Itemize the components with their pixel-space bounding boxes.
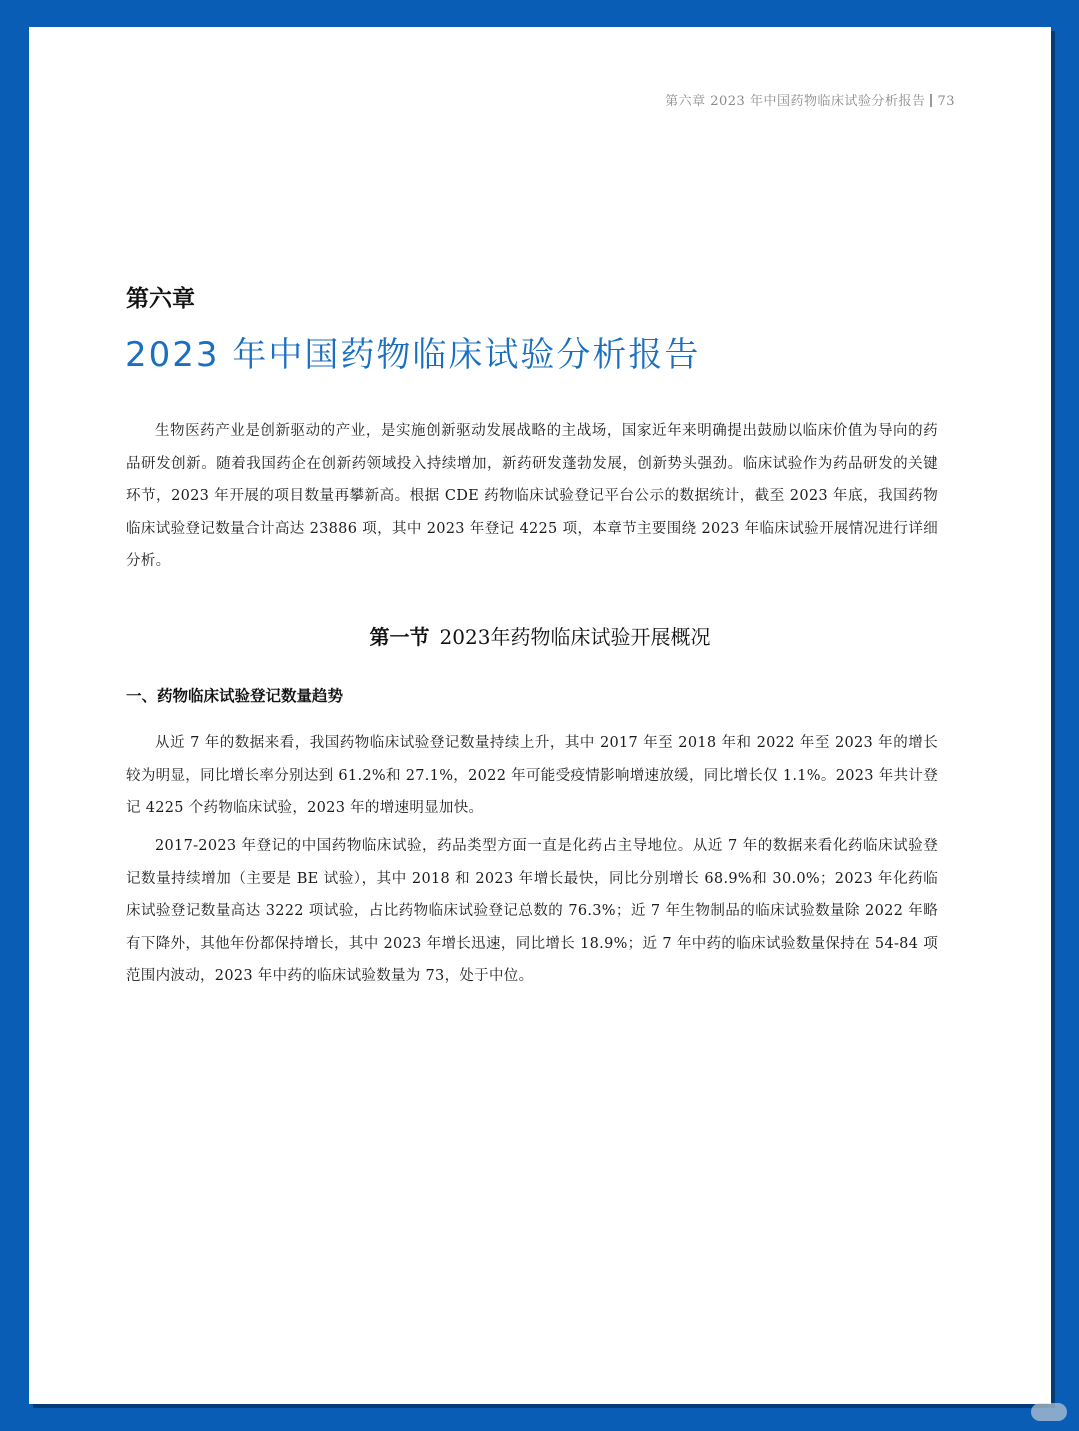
watermark-badge (1031, 1403, 1067, 1421)
page-number: 73 (937, 94, 955, 109)
chapter-label: 第六章 (126, 286, 195, 312)
section-number: 第一节 (369, 625, 430, 649)
running-header-title: 第六章 2023 年中国药物临床试验分析报告 (665, 94, 926, 109)
chapter-title: 2023 年中国药物临床试验分析报告 (125, 335, 701, 375)
subsection-title: 一、药物临床试验登记数量趋势 (126, 687, 344, 705)
running-header (665, 90, 955, 109)
body-paragraph-1: 从近 7 年的数据来看，我国药物临床试验登记数量持续上升，其中 2017 年至 2018 年和 2022 年至 2023 年的增长较为明显，同比增长率分别达到 61.2%和 27.1%，2022 年可能受疫情影响增速放缓，同比增长仅 1.1%。2023 年共计登记 4225 个药物临床试验，2023 年的增速明显加快。 (126, 735, 938, 817)
section-heading: 2023年药物临床试验开展概况 (439, 625, 711, 649)
intro-paragraph: 生物医药产业是创新驱动的产业，是实施创新驱动发展战略的主战场，国家近年来明确提出鼓励以临床价值为导向的药品研发创新。随着我国药企在创新药领域投入持续增加，新药研发蓬勃发展，创新势头强劲。临床试验作为药品研发的关键环节，2023 年开展的项目数量再攀新高。根据 CDE 药物临床试验登记平台公示的数据统计，截至 2023 年底，我国药物临床试验登记数量合计高达 23886 项，其中 2023 年登记 4225 项，本章节主要围绕 2023 年临床试验开展情况进行详细分析。 (126, 423, 938, 570)
header-divider (930, 94, 932, 107)
body-paragraph-2: 2017-2023 年登记的中国药物临床试验，药品类型方面一直是化药占主导地位。从近 7 年的数据来看化药临床试验登记数量持续增加（主要是 BE 试验），其中 2018 和 2023 年增长最快，同比分别增长 68.9%和 30.0%；2023 年化药临床试验登记数量高达 3222 项试验，占比药物临床试验登记总数的 76.3%；近 7 年生物制品的临床试验数量除 2022 年略有下降外，其他年份都保持增长，其中 2023 年增长迅速，同比增长 18.9%；近 7 年中药的临床试验数量保持在 54-84 项范围内波动，2023 年中药的临床试验数量为 73，处于中位。 (126, 838, 938, 985)
document-page (29, 27, 1051, 1404)
section-title (29, 621, 1051, 650)
